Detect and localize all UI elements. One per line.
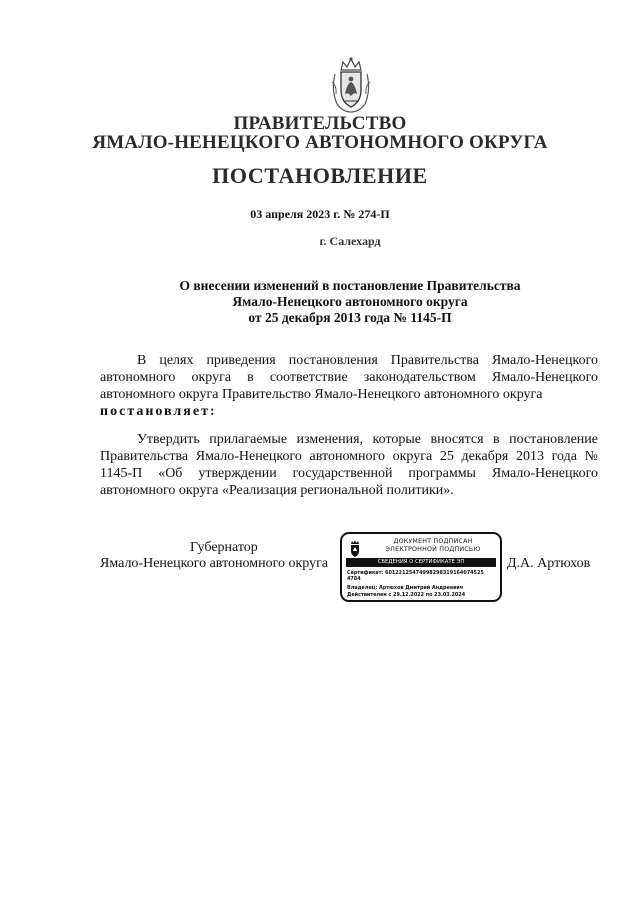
decree-title-line1: О внесении изменений в постановление Правительства [179,278,521,293]
government-name-line2: ЯМАЛО-НЕНЕЦКОГО АВТОНОМНОГО ОКРУГА [92,132,548,153]
decree-date-number: 03 апреля 2023 г. № 274-П [250,207,390,221]
stamp-heading-line2: ЭЛЕКТРОННОЙ ПОДПИСЬЮ [385,546,481,553]
stamp-emblem-icon [348,540,362,558]
stamp-validity: Действителен с 29.12.2022 по 23.03.2024 [347,592,466,598]
stamp-certificate-number-cont: 4784 [347,576,361,582]
decree-title-line2: Ямало-Ненецкого автономного округа [232,294,468,309]
stamp-heading [366,538,500,554]
body-paragraph-2: Утвердить прилагаемые изменения, которые вносятся в постановление Правительства Ямало-Ненецкого автономного округа 25 декабря 2013 года № 1145-П «Об утверждении государственной программы Ямало-Ненецкого автономного округа «Реализация региональной политики». [100,432,598,498]
body-paragraph-1 [100,352,598,420]
signer-position-line2: Ямало-Ненецкого автономного округа [100,556,329,571]
stamp-owner: Владелец: Артюхов Дмитрий Андреевич [347,585,464,591]
coat-of-arms-icon [329,56,373,114]
stamp-certificate-number: Сертификат: 60122125474998298319164074525 [347,570,484,576]
stamp-heading-line1: ДОКУМЕНТ ПОДПИСАН [393,538,473,545]
body-paragraph-1-text: В целях приведения постановления Правительства Ямало-Ненецкого автономного округа в соответствие законодательством Ямало-Ненецкого автономного округа Правительство Ямало-Ненецкого автономного округа [100,353,598,402]
decree-city: г. Салехард [319,234,381,248]
signer-position-line1: Губернатор [190,540,258,555]
government-name-line1: ПРАВИТЕЛЬСТВО [233,113,407,134]
signer-name: Д.А. Артюхов [507,556,591,571]
decree-title [100,278,600,326]
electronic-signature-stamp [340,532,502,602]
document-type-heading: ПОСТАНОВЛЕНИЕ [212,163,428,188]
stamp-certificate-bar: СВЕДЕНИЯ О СЕРТИФИКАТЕ ЭП [346,558,496,567]
decree-title-line3: от 25 декабря 2013 года № 1145-П [248,310,452,325]
resolves-keyword: постановляет: [100,404,217,419]
